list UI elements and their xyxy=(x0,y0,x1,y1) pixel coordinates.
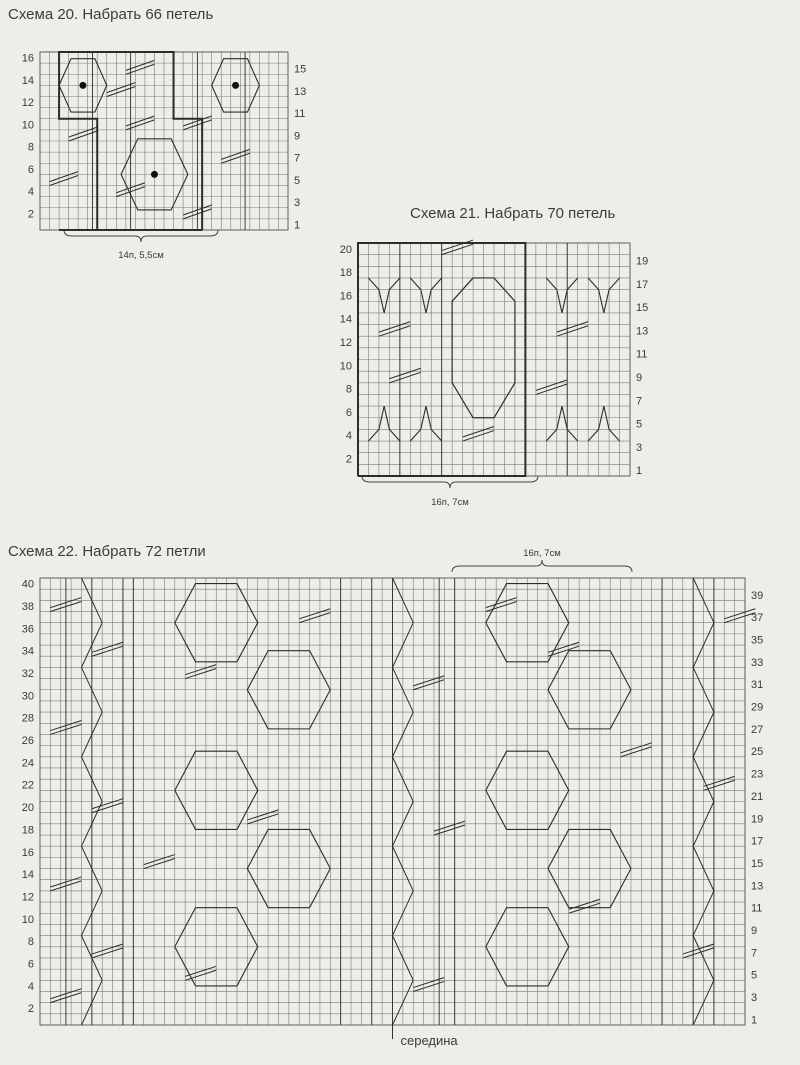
c20-row-label-right: 13 xyxy=(294,85,307,98)
c20-row-label-left: 2 xyxy=(27,208,34,221)
c20-row-label-left: 6 xyxy=(27,163,34,176)
c21-row-label-right: 3 xyxy=(636,441,643,454)
c21-row-label-left: 8 xyxy=(345,383,352,396)
c22-row-label-right: 33 xyxy=(751,656,764,669)
middle-label: середина xyxy=(400,1033,458,1048)
c22-row-label-right: 9 xyxy=(751,925,758,938)
c21-repeat-label: 16п, 7см xyxy=(431,497,469,508)
c21-row-label-right: 7 xyxy=(636,395,643,408)
c22-row-label-left: 24 xyxy=(21,757,34,770)
c22-row-label-left: 38 xyxy=(21,600,34,613)
c22-row-label-left: 6 xyxy=(27,958,34,971)
c22-row-label-right: 11 xyxy=(751,902,763,915)
c21-row-label-right: 19 xyxy=(636,255,649,268)
c22-row-label-left: 20 xyxy=(21,802,34,815)
c22-repeat-label: 16п, 7см xyxy=(523,548,561,559)
c21-row-label-left: 14 xyxy=(339,313,352,326)
c20-row-label-left: 16 xyxy=(21,52,34,65)
c20-row-label-right: 9 xyxy=(294,130,301,143)
c22-row-label-right: 23 xyxy=(751,768,764,781)
c22-row-label-left: 16 xyxy=(21,846,34,859)
c22-row-label-left: 8 xyxy=(27,936,34,949)
c22-row-label-left: 2 xyxy=(27,1003,34,1016)
c20-row-label-left: 14 xyxy=(21,74,34,87)
c22-row-label-left: 28 xyxy=(21,712,34,725)
c21-row-label-left: 4 xyxy=(345,430,352,443)
c22-row-label-left: 4 xyxy=(27,980,34,993)
c22-row-label-left: 10 xyxy=(21,913,34,926)
c20-row-label-left: 12 xyxy=(21,97,34,110)
c22-row-label-left: 22 xyxy=(21,779,34,792)
c22-row-label-right: 37 xyxy=(751,612,764,625)
c20-row-label-left: 4 xyxy=(27,186,34,199)
c22-row-label-left: 40 xyxy=(21,578,34,591)
c22-row-label-right: 7 xyxy=(751,947,758,960)
c22-row-label-right: 15 xyxy=(751,857,764,870)
c22-row-label-left: 18 xyxy=(21,824,34,837)
c21-row-label-left: 6 xyxy=(345,406,352,419)
c22-repeat-brace xyxy=(452,560,632,572)
c22-row-label-left: 32 xyxy=(21,667,34,680)
c22-row-label-left: 34 xyxy=(21,645,34,658)
c22-row-label-right: 35 xyxy=(751,634,764,647)
c21-row-label-left: 2 xyxy=(345,453,352,466)
c22-row-label-right: 21 xyxy=(751,790,764,803)
c22-row-label-left: 36 xyxy=(21,623,34,636)
c22-row-label-left: 30 xyxy=(21,690,34,703)
c20-row-label-left: 10 xyxy=(21,119,34,132)
c22-row-label-right: 1 xyxy=(751,1014,758,1027)
c20-row-label-right: 5 xyxy=(294,174,301,187)
c22-row-label-right: 31 xyxy=(751,679,764,692)
c21-row-label-right: 5 xyxy=(636,418,643,431)
c22-row-label-right: 27 xyxy=(751,723,764,736)
c21-row-label-left: 18 xyxy=(339,267,352,280)
c21-row-label-left: 12 xyxy=(339,337,352,350)
c21-row-label-right: 1 xyxy=(636,465,643,478)
c21-row-label-right: 17 xyxy=(636,278,649,291)
c21-row-label-right: 15 xyxy=(636,302,649,315)
c22-row-label-right: 39 xyxy=(751,589,764,602)
c20-row-label-right: 3 xyxy=(294,197,301,210)
c22-row-label-right: 19 xyxy=(751,813,764,826)
chart-21-title: Схема 21. Набрать 70 петель xyxy=(410,205,616,222)
c22-row-label-right: 25 xyxy=(751,746,764,759)
c22-row-label-right: 5 xyxy=(751,969,758,982)
c22-row-label-right: 29 xyxy=(751,701,764,714)
c22-row-label-right: 17 xyxy=(751,835,764,848)
c21-row-label-left: 16 xyxy=(339,290,352,303)
c21-row-label-left: 10 xyxy=(339,360,352,373)
c21-row-label-right: 9 xyxy=(636,371,643,384)
c21-row-label-right: 13 xyxy=(636,325,649,338)
c21-row-label-right: 11 xyxy=(636,348,648,361)
c20-row-label-right: 15 xyxy=(294,63,307,76)
c22-row-label-left: 12 xyxy=(21,891,34,904)
c21-row-label-left: 20 xyxy=(339,243,352,256)
c20-row-label-right: 7 xyxy=(294,152,301,165)
c20-repeat-label: 14п, 5,5см xyxy=(118,250,164,261)
c22-row-label-left: 26 xyxy=(21,735,34,748)
c20-row-label-right: 1 xyxy=(294,219,301,232)
c20-row-label-right: 11 xyxy=(294,108,306,121)
c22-row-label-left: 14 xyxy=(21,869,34,882)
chart-20-title: Схема 20. Набрать 66 петель xyxy=(8,6,214,23)
c20-row-label-left: 8 xyxy=(27,141,34,154)
c22-row-label-right: 13 xyxy=(751,880,764,893)
chart-22-title: Схема 22. Набрать 72 петли xyxy=(8,543,206,560)
c22-row-label-right: 3 xyxy=(751,992,758,1005)
